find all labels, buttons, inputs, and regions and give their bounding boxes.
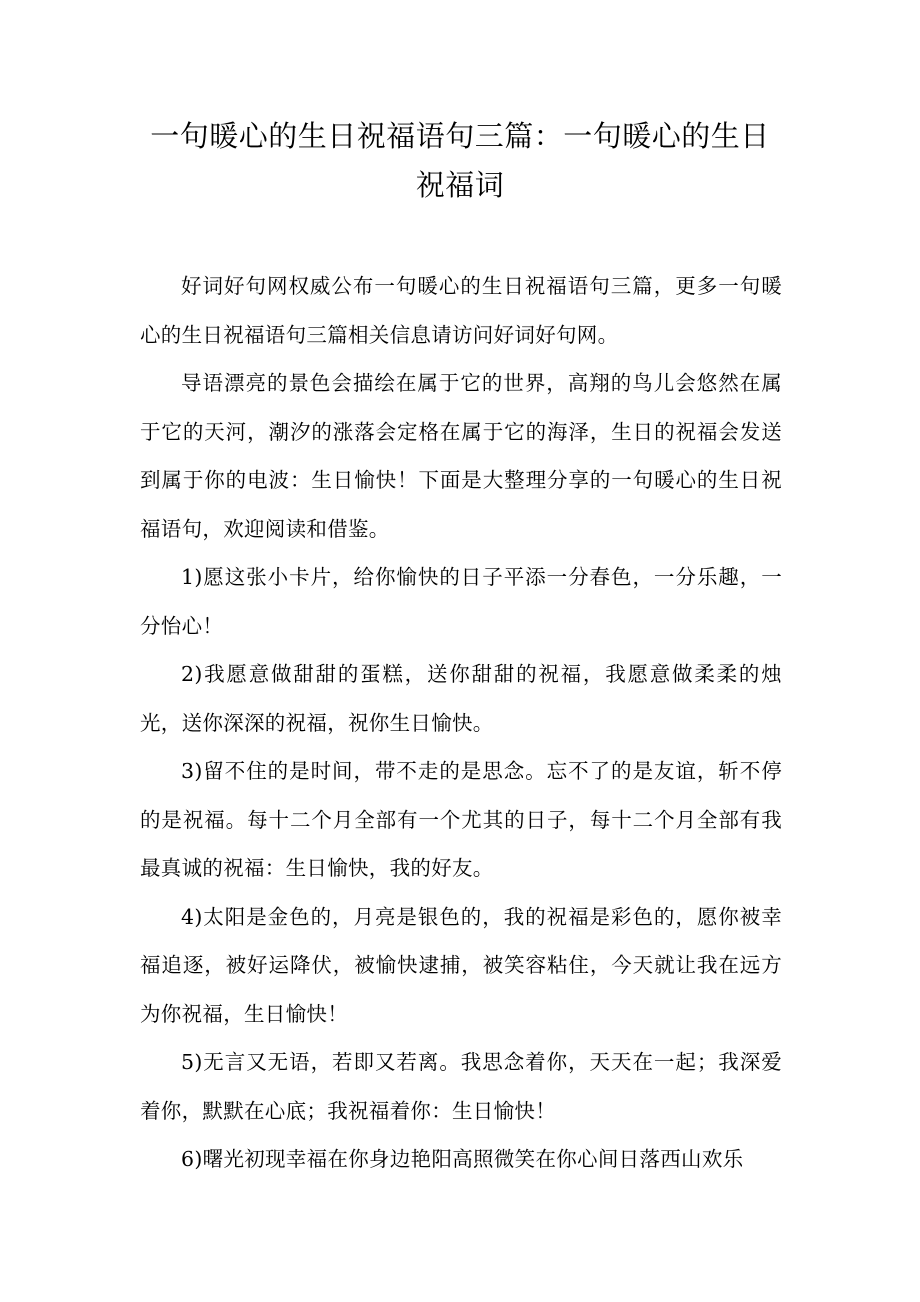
paragraph-intro: 好词好句网权威公布一句暖心的生日祝福语句三篇，更多一句暖心的生日祝福语句三篇相关信息请访问好词好句网。: [140, 274, 782, 347]
paragraph-item-6: 6)曙光初现幸福在你身边艳阳高照微笑在你心间日落西山欢乐: [181, 1147, 744, 1171]
paragraph-item-3: 3)留不住的是时间，带不走的是思念。忘不了的是友谊，斩不停的是祝福。每十二个月全部有一个尤其的日子，每十二个月全部有我最真诚的祝福：生日愉快，我的好友。: [140, 759, 782, 880]
paragraph-guide: 导语漂亮的景色会描绘在属于它的世界，高翔的鸟儿会悠然在属于它的天河，潮汐的涨落会定格在属于它的海泽，生日的祝福会发送到属于你的电波：生日愉快！下面是大整理分享的一句暖心的生日祝福语句，欢迎阅读和借鉴。: [140, 371, 782, 541]
paragraph-item-2: 2)我愿意做甜甜的蛋糕，送你甜甜的祝福，我愿意做柔柔的烛光，送你深深的祝福，祝你生日愉快。: [140, 662, 782, 735]
document-body: [140, 262, 782, 1184]
document-title: 一句暖心的生日祝福语句三篇：一句暖心的生日祝福词: [150, 119, 770, 202]
paragraph-item-5: 5)无言又无语，若即又若离。我思念着你，天天在一起；我深爱着你，默默在心底；我祝福着你：生日愉快！: [140, 1050, 782, 1123]
paragraph-item-4: 4)太阳是金色的，月亮是银色的，我的祝福是彩色的，愿你被幸福追逐，被好运降伏，被愉快逮捕，被笑容粘住，今天就让我在远方为你祝福，生日愉快！: [140, 904, 782, 1026]
paragraph-item-1: 1)愿这张小卡片，给你愉快的日子平添一分春色，一分乐趣，一分怡心！: [140, 565, 782, 638]
